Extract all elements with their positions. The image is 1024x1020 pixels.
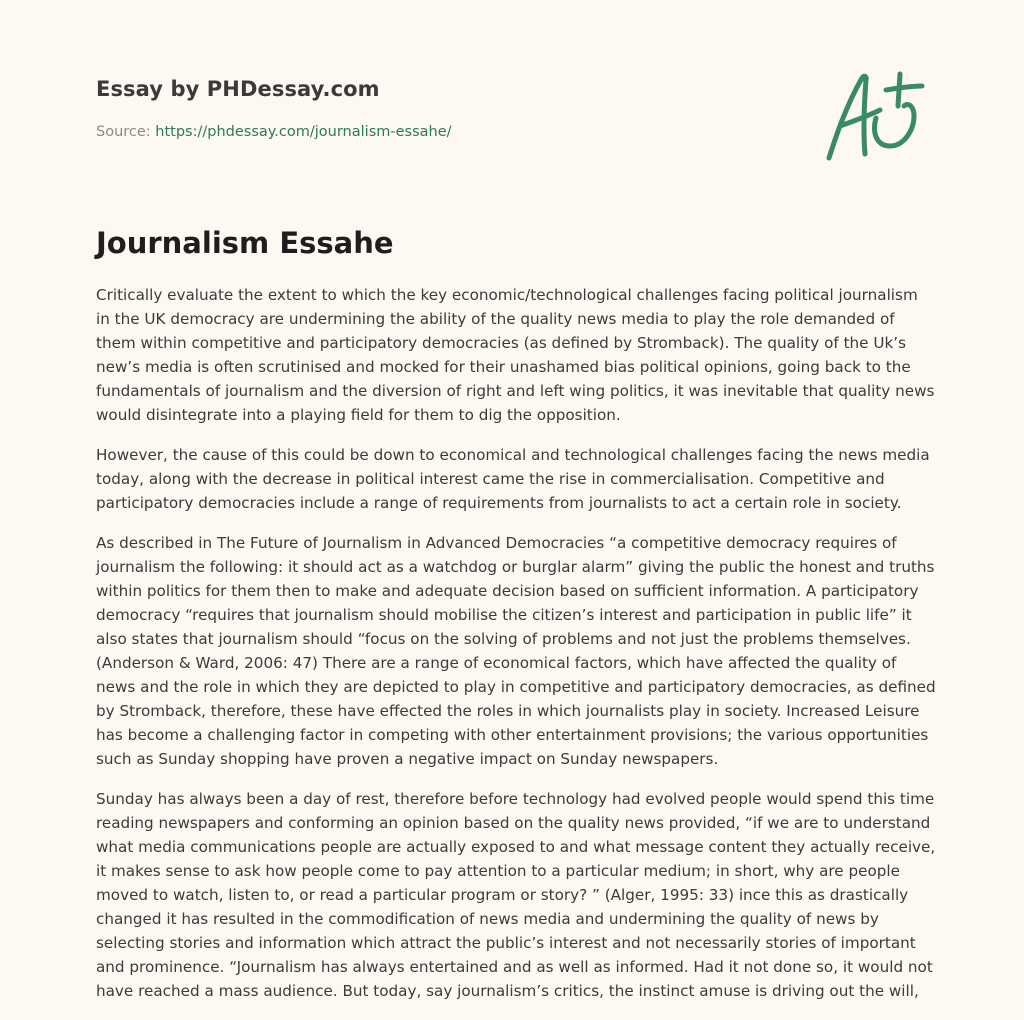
- essay-body: [96, 283, 936, 1019]
- site-brand: Essay by PHDessay.com: [96, 77, 380, 101]
- essay-paragraph: Sunday has always been a day of rest, therefore before technology had evolved people would spend this time reading newspapers and conforming an opinion based on the quality news provided, “if we are to understand what media communications people are actually exposed to and what message content they actually receive, it makes sense to ask how people come to pay attention to a particular medium; in short, why are people moved to watch, listen to, or read a particular program or story? ” (Alger, 1995: 33) ince this as drastically changed it has resulted in the commodification of news media and undermining the quality of news by selecting stories and information which attract the public’s interest and not necessarily stories of important and prominence. “Journalism has always entertained and as well as informed. Had it not done so, it would not have reached a mass audience. But today, say journalism’s critics, the instinct amuse is driving out the will,: [96, 790, 936, 1000]
- essay-paragraph: However, the cause of this could be down to economical and technological challenges facing the news media today, along with the decrease in political interest came the rise in commercialisation. Competitive and participatory democracies include a range of requirements from journalists to act a certain role in society.: [96, 446, 930, 512]
- source-line: [96, 124, 452, 140]
- source-label: Source:: [96, 124, 156, 140]
- source-link[interactable]: https://phdessay.com/journalism-essahe/: [155, 124, 452, 140]
- essay-paragraph: As described in The Future of Journalism in Advanced Democracies “a competitive democracy requires of journalism the following: it should act as a watchdog or burglar alarm” giving the public the honest and truths within politics for them then to make and adequate decision based on sufficient information. A participatory democracy “requires that journalism should mobilise the citizen’s interest and participation in public life” it also states that journalism should “focus on the solving of problems and not just the problems themselves. (Anderson & Ward, 2006: 47) There are a range of economical factors, which have affected the quality of news and the role in which they are depicted to play in competitive and participatory democracies, as defined by Stromback, therefore, these have effected the roles in which journalists play in society. Increased Leisure has become a challenging factor in competing with other entertainment provisions; the various opportunities such as Sunday shopping have proven a negative impact on Sunday newspapers.: [96, 534, 936, 768]
- essay-paragraph: Critically evaluate the extent to which the key economic/technological challenges facing political journalism in the UK democracy are undermining the ability of the quality news media to play the role demanded of them within competitive and participatory democracies (as defined by Stromback). The quality of the Uk’s new’s media is often scrutinised and mocked for their unashamed bias political opinions, going back to the fundamentals of journalism and the diversion of right and left wing politics, it was inevitable that quality news would disintegrate into a playing field for them to dig the opposition.: [96, 286, 935, 424]
- essay-title: Journalism Essahe: [96, 226, 394, 260]
- a-plus-icon: [818, 66, 930, 166]
